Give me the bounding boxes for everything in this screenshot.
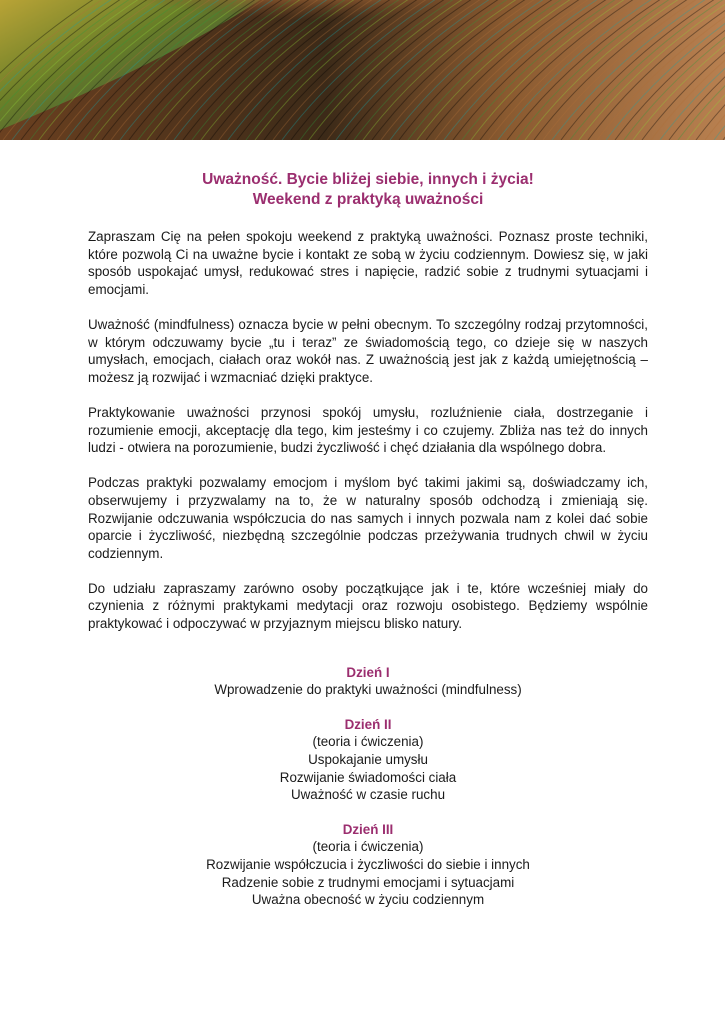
day-item: (teoria i ćwiczenia)	[312, 734, 424, 750]
day-item: Uważna obecność w życiu codziennym	[251, 892, 485, 908]
day-block-3	[88, 821, 648, 909]
day-item: Wprowadzenie do praktyki uważności (mindfulness)	[214, 682, 522, 698]
day-item: Radzenie sobie z trudnymi emocjami i sytuacjami	[221, 874, 515, 890]
paragraph: Praktykowanie uważności przynosi spokój umysłu, rozluźnienie ciała, dostrzeganie i rozumienie emocji, akceptację dla tego, kim jesteśmy i co czujemy. Zbliża nas też do innych ludzi - otwiera na porozumienie, budzi życzliwość i chęć działania dla wspólnego dobra.	[88, 404, 648, 456]
peacock-feather-image	[0, 0, 725, 140]
paragraph: Uważność (mindfulness) oznacza bycie w pełni obecnym. To szczególny rodzaj przytomności, w którym odczuwamy bycie „tu i teraz” ze świadomością tego, co dzieje się w naszych umysłach, emocjach, ciałach oraz wokół nas. Z uważnością jest jak z każdą umiejętnością – możesz ją rozwijać i wzmacniać dzięki praktyce.	[88, 316, 648, 385]
day-block-1	[88, 664, 648, 699]
day-item: Uważność w czasie ruchu	[290, 787, 446, 803]
day-item: Uspokajanie umysłu	[308, 752, 428, 768]
paragraph: Podczas praktyki pozwalamy emocjom i myślom być takimi jakimi są, doświadczamy ich, obserwujemy i przyzwalamy na to, że w naturalny sposób odchodzą i zmieniają się. Rozwijanie odczuwania współczucia do nas samych i innych pozwala nam z kolei dać sobie oparcie i życzliwość, niezbędną szczególnie podczas przeżywania trudnych chwil w życiu codziennym.	[88, 475, 648, 561]
day-title: Dzień II	[344, 716, 392, 732]
day-title: Dzień I	[346, 664, 390, 680]
program-schedule	[88, 664, 648, 909]
day-item: Rozwijanie świadomości ciała	[279, 769, 457, 785]
day-item: (teoria i ćwiczenia)	[312, 839, 424, 855]
day-block-2	[88, 716, 648, 804]
paragraph: Zapraszam Cię na pełen spokoju weekend z praktyką uważności. Poznasz proste techniki, które pozwolą Ci na uważne bycie i kontakt ze sobą w życiu codziennym. Dowiesz się, w jaki sposób uspokajać umysł, redukować stres i napięcie, radzić sobie z trudnymi sytuacjami i emocjami.	[88, 229, 648, 297]
day-title: Dzień III	[342, 821, 394, 837]
paragraph: Do udziału zapraszamy zarówno osoby początkujące jak i te, które wcześniej miały do czynienia z różnymi praktykami medytacji oraz rozwoju osobistego. Będziemy wspólnie praktykować i odpoczywać w przyjaznym miejscu blisko natury.	[88, 580, 648, 632]
day-item: Rozwijanie współczucia i życzliwości do siebie i innych	[206, 857, 530, 872]
document-body	[88, 170, 648, 926]
peacock-feather-banner	[0, 0, 725, 140]
title-line-1: Uważność. Bycie bliżej siebie, innych i życia!	[202, 171, 534, 188]
title-line-2: Weekend z praktyką uważności	[252, 191, 484, 208]
